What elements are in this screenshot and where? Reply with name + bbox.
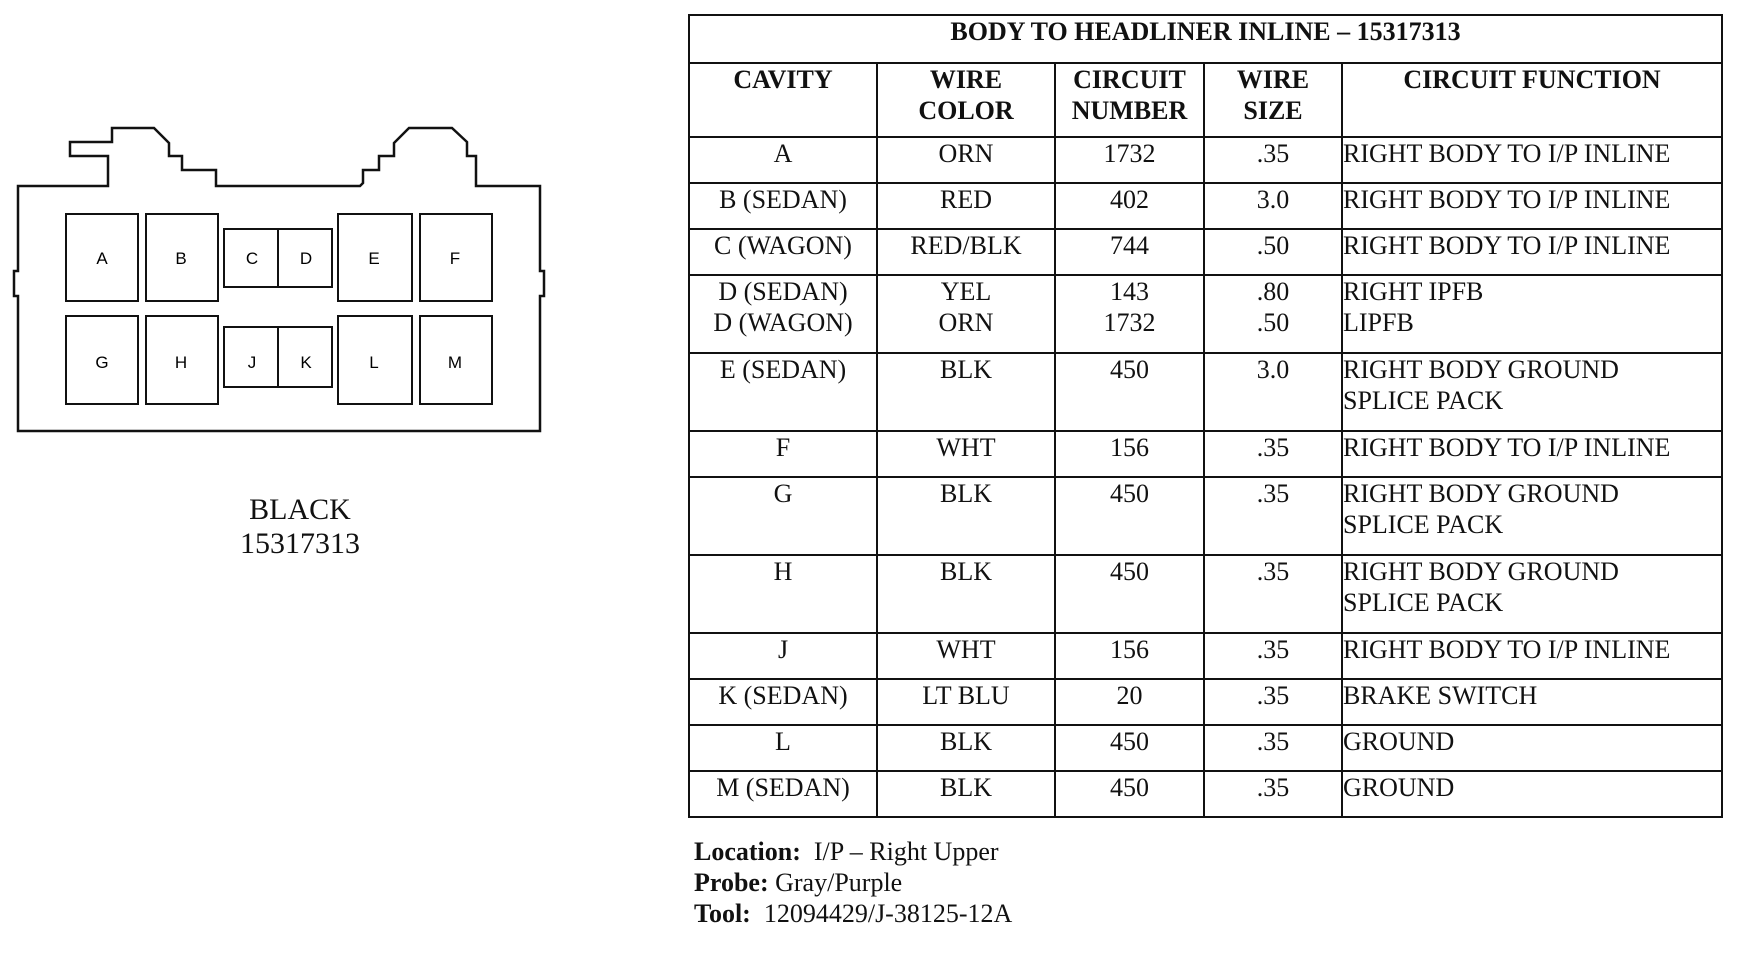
pin-label-c: C	[245, 249, 259, 268]
cell-wire-color: LT BLU	[877, 679, 1055, 725]
connector-part-number: 15317313	[240, 527, 360, 560]
cell-circuit-function: RIGHT BODY TO I/P INLINE	[1342, 431, 1722, 477]
header-circuit-function: CIRCUIT FUNCTION	[1342, 63, 1722, 137]
pin-label-b: B	[175, 249, 187, 268]
table-row	[689, 477, 1722, 555]
cell-wire-color: BLK	[877, 477, 1055, 555]
cell-wire-color: BLK	[877, 555, 1055, 633]
table-row	[689, 679, 1722, 725]
cell-wire-color: RED/BLK	[877, 229, 1055, 275]
table-row	[689, 633, 1722, 679]
tool-label: Tool:	[694, 899, 751, 928]
cell-circuit-function: RIGHT BODY TO I/P INLINE	[1342, 183, 1722, 229]
cell-wire-size: .50	[1204, 229, 1342, 275]
table-row	[689, 137, 1722, 183]
cell-wire-color: BLK	[877, 771, 1055, 817]
pinout-table	[688, 14, 1723, 818]
table-row	[689, 725, 1722, 771]
cell-wire-size: .35	[1204, 633, 1342, 679]
table-row	[689, 183, 1722, 229]
cell-cavity: H	[689, 555, 877, 633]
cell-circuit-function: RIGHT BODY GROUND SPLICE PACK	[1342, 555, 1722, 633]
table-row	[689, 771, 1722, 817]
cell-wire-size: .35	[1204, 555, 1342, 633]
cell-wire-color: ORN	[877, 137, 1055, 183]
cell-cavity: K (SEDAN)	[689, 679, 877, 725]
cell-circuit-number: 450	[1055, 725, 1204, 771]
header-wire-size: WIRE SIZE	[1204, 63, 1342, 137]
table-row	[689, 275, 1722, 353]
table-row	[689, 431, 1722, 477]
cell-circuit-number: 156	[1055, 633, 1204, 679]
cell-wire-size: .35	[1204, 771, 1342, 817]
cell-circuit-number: 744	[1055, 229, 1204, 275]
cell-cavity: B (SEDAN)	[689, 183, 877, 229]
cell-cavity: D (SEDAN) D (WAGON)	[689, 275, 877, 353]
table-title: BODY TO HEADLINER INLINE – 15317313	[689, 15, 1722, 63]
cell-circuit-function: RIGHT BODY GROUND SPLICE PACK	[1342, 477, 1722, 555]
cell-cavity: G	[689, 477, 877, 555]
header-wire-color: WIRE COLOR	[877, 63, 1055, 137]
cell-cavity: J	[689, 633, 877, 679]
connector-notes	[694, 836, 1012, 929]
cell-cavity: L	[689, 725, 877, 771]
location-label: Location:	[694, 837, 801, 866]
cell-wire-size: .35	[1204, 679, 1342, 725]
probe-value: Gray/Purple	[775, 868, 903, 897]
pin-label-f: F	[449, 249, 461, 268]
cell-cavity: M (SEDAN)	[689, 771, 877, 817]
cell-circuit-number: 143 1732	[1055, 275, 1204, 353]
pin-label-e: E	[368, 249, 380, 268]
cell-wire-color: WHT	[877, 633, 1055, 679]
pin-label-h: H	[174, 353, 188, 372]
table-row	[689, 353, 1722, 431]
cell-circuit-number: 20	[1055, 679, 1204, 725]
cell-circuit-number: 450	[1055, 555, 1204, 633]
probe-note	[694, 867, 1012, 898]
location-value: I/P – Right Upper	[813, 837, 999, 866]
cell-circuit-function: RIGHT IPFB LIPFB	[1342, 275, 1722, 353]
cell-wire-size: .35	[1204, 725, 1342, 771]
table-header-row	[689, 63, 1722, 137]
tool-value: 12094429/J-38125-12A	[763, 899, 1013, 928]
cell-wire-size: .80 .50	[1204, 275, 1342, 353]
cell-wire-color: RED	[877, 183, 1055, 229]
table-row	[689, 229, 1722, 275]
cell-wire-size: 3.0	[1204, 353, 1342, 431]
location-note	[694, 836, 1012, 867]
pin-label-a: A	[96, 249, 108, 268]
cell-circuit-number: 402	[1055, 183, 1204, 229]
cell-circuit-number: 450	[1055, 477, 1204, 555]
cell-circuit-function: RIGHT BODY TO I/P INLINE	[1342, 229, 1722, 275]
cell-circuit-function: GROUND	[1342, 725, 1722, 771]
pin-label-j: J	[247, 353, 257, 372]
header-cavity: CAVITY	[689, 63, 877, 137]
cell-wire-size: 3.0	[1204, 183, 1342, 229]
cell-cavity: F	[689, 431, 877, 477]
cell-wire-color: WHT	[877, 431, 1055, 477]
cell-cavity: E (SEDAN)	[689, 353, 877, 431]
tool-note	[694, 898, 1012, 929]
cell-wire-size: .35	[1204, 431, 1342, 477]
cell-circuit-number: 450	[1055, 771, 1204, 817]
pin-label-l: L	[369, 353, 379, 372]
cell-wire-size: .35	[1204, 137, 1342, 183]
cell-circuit-number: 450	[1055, 353, 1204, 431]
cell-circuit-number: 156	[1055, 431, 1204, 477]
cell-wire-size: .35	[1204, 477, 1342, 555]
pin-label-d: D	[299, 249, 313, 268]
table-row	[689, 555, 1722, 633]
cell-cavity: C (WAGON)	[689, 229, 877, 275]
cell-circuit-number: 1732	[1055, 137, 1204, 183]
pin-label-g: G	[95, 353, 109, 372]
cell-circuit-function: RIGHT BODY TO I/P INLINE	[1342, 633, 1722, 679]
pin-label-k: K	[300, 353, 312, 372]
cell-wire-color: BLK	[877, 725, 1055, 771]
cell-wire-color: BLK	[877, 353, 1055, 431]
cell-cavity: A	[689, 137, 877, 183]
connector-color: BLACK	[249, 493, 351, 526]
probe-label: Probe:	[694, 868, 769, 897]
table-title-row	[689, 15, 1722, 63]
cell-circuit-function: GROUND	[1342, 771, 1722, 817]
cell-circuit-function: BRAKE SWITCH	[1342, 679, 1722, 725]
header-circuit-number: CIRCUIT NUMBER	[1055, 63, 1204, 137]
pin-label-m: M	[447, 353, 463, 372]
cell-circuit-function: RIGHT BODY TO I/P INLINE	[1342, 137, 1722, 183]
cell-circuit-function: RIGHT BODY GROUND SPLICE PACK	[1342, 353, 1722, 431]
connector-face-diagram	[0, 0, 560, 440]
cell-wire-color: YEL ORN	[877, 275, 1055, 353]
